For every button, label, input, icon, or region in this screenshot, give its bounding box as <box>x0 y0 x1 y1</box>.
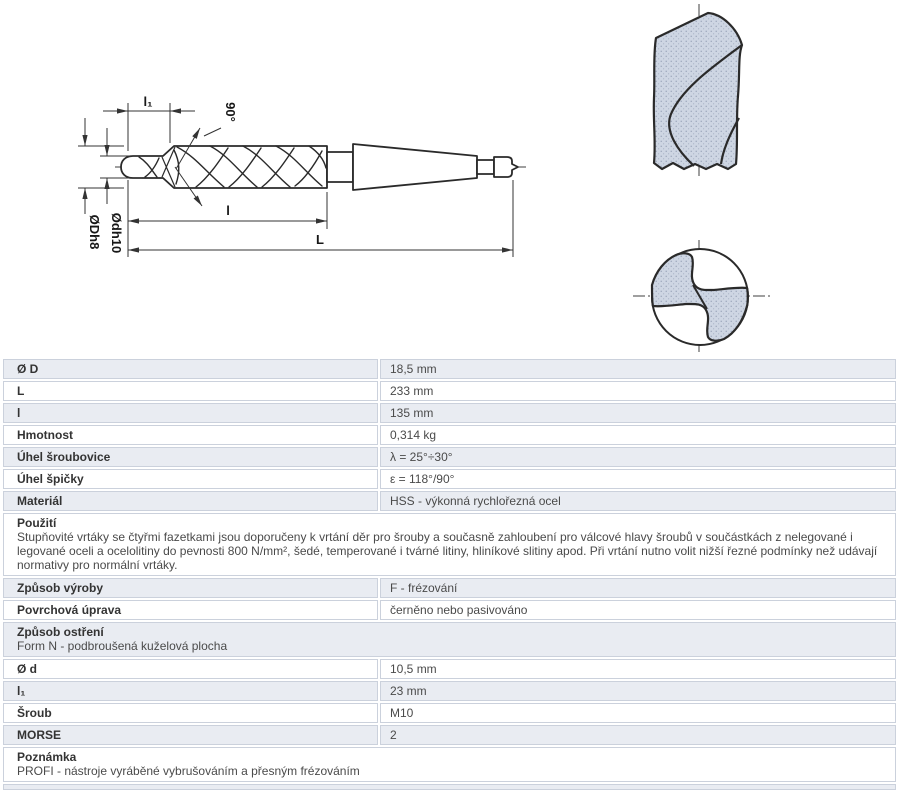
dim-label-diaD: ØDh8 <box>87 214 102 250</box>
spec-value: 233 mm <box>380 381 896 401</box>
spec-label: Úhel šroubovice <box>3 447 378 467</box>
spec-value: 10,5 mm <box>380 659 896 679</box>
spec-value: HSS - výkonná rychlořezná ocel <box>380 491 896 511</box>
technical-drawing <box>0 0 900 357</box>
spec-value: F - frézování <box>380 578 896 598</box>
spec-label: l <box>3 403 378 423</box>
spec-label: Hmotnost <box>3 425 378 445</box>
spec-value: 18,5 mm <box>380 359 896 379</box>
drill-point-view <box>654 4 742 178</box>
spec-row <box>3 491 896 511</box>
spec-table <box>1 357 898 792</box>
spec-label: L <box>3 381 378 401</box>
spec-value: M10 <box>380 703 896 723</box>
spec-value: ε = 118°/90° <box>380 469 896 489</box>
dim-label-90: 90° <box>223 102 238 122</box>
spec-value: černěno nebo pasivováno <box>380 600 896 620</box>
spec-row <box>3 681 896 701</box>
dim-label-L: L <box>316 232 324 247</box>
dimension-l <box>128 180 327 257</box>
spec-row <box>3 703 896 723</box>
drill-cross-section-view <box>633 240 770 354</box>
sharpening-text: Form N - podbroušená kuželová plocha <box>17 639 228 653</box>
spec-value: 23 mm <box>380 681 896 701</box>
spec-row <box>3 469 896 489</box>
spec-row <box>3 425 896 445</box>
usage-text: Stupňovité vrtáky se čtyřmi fazetkami jsou doporučeny k vrtání děr pro šrouby a současně zahloubení pro válcové hlavy šroubů v součástkách z nelegované i legované oceli a ocelolitiny do pevnosti 800 N/mm², šedé, temperované i tvárné litiny, hliníkové slitiny apod. Při vrtání nutno volit nižší řezné podmínky než udávají normativy pro normální vrtáky. <box>17 530 878 572</box>
dim-label-l1: l₁ <box>143 94 153 109</box>
spec-row <box>3 600 896 620</box>
dimension-l1 <box>103 94 195 151</box>
spec-row <box>3 725 896 745</box>
spec-block-note <box>3 747 896 782</box>
technical-drawing-area <box>0 0 900 357</box>
sharpening-title: Způsob ostření <box>17 625 104 639</box>
spec-row <box>3 659 896 679</box>
note-text: PROFI - nástroje vyráběné vybrušováním a přesným frézováním <box>17 764 360 778</box>
spec-row <box>3 381 896 401</box>
spec-row <box>3 359 896 379</box>
spec-block-usage <box>3 513 896 576</box>
dimension-L <box>128 180 513 257</box>
spec-row <box>3 403 896 423</box>
spec-row <box>3 447 896 467</box>
spec-row <box>3 578 896 598</box>
dim-label-diad: Ødh10 <box>109 212 124 254</box>
note-title: Poznámka <box>17 750 77 764</box>
spec-value: λ = 25°÷30° <box>380 447 896 467</box>
spec-label: Úhel špičky <box>3 469 378 489</box>
spec-label: Šroub <box>3 703 378 723</box>
spec-label: Materiál <box>3 491 378 511</box>
spec-label: l₁ <box>3 681 378 701</box>
spec-block-sharpening <box>3 622 896 657</box>
dimension-dia-d <box>100 128 142 253</box>
spec-label: Povrchová úprava <box>3 600 378 620</box>
spec-label: Způsob výroby <box>3 578 378 598</box>
dim-label-l: l <box>226 203 230 218</box>
usage-title: Použití <box>17 516 57 530</box>
spec-label: Ø d <box>3 659 378 679</box>
spec-value: 2 <box>380 725 896 745</box>
spec-value: 0,314 kg <box>380 425 896 445</box>
spec-footer-bar <box>3 784 896 790</box>
spec-label: Ø D <box>3 359 378 379</box>
spec-label: MORSE <box>3 725 378 745</box>
spec-value: 135 mm <box>380 403 896 423</box>
